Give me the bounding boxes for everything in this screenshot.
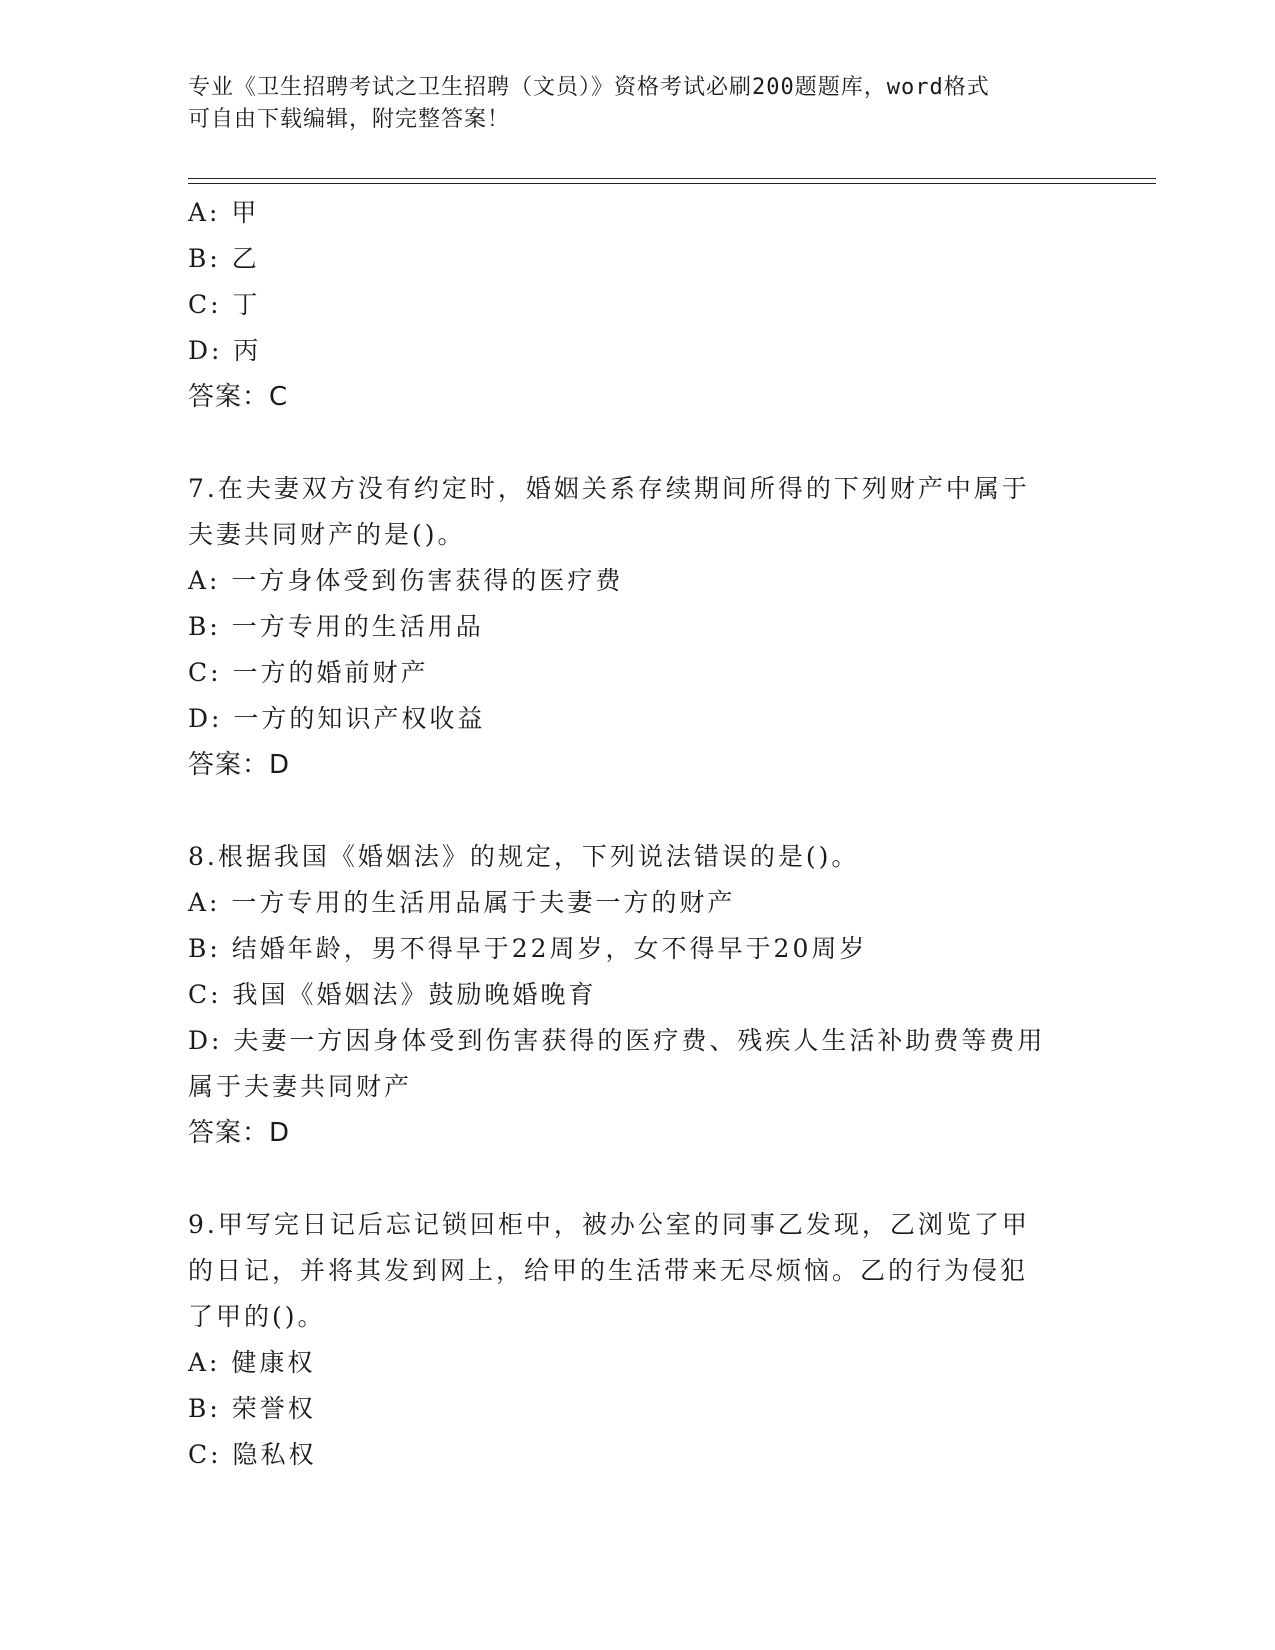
question-text-line: 9.甲写完日记后忘记锁回柜中，被办公室的同事乙发现，乙浏览了甲 <box>188 1210 1030 1239</box>
question-7 <box>188 466 1088 788</box>
option-d: D: 一方的知识产权收益 <box>188 704 486 733</box>
spacer <box>188 420 1088 466</box>
option-b: B: 一方专用的生活用品 <box>188 612 484 641</box>
question-8 <box>188 834 1088 1156</box>
document-header <box>188 72 1068 136</box>
header-line-1: 专业《卫生招聘考试之卫生招聘（文员）》资格考试必刷200题题库，word格式 <box>188 75 990 100</box>
header-line-2: 可自由下载编辑，附完整答案！ <box>188 107 511 132</box>
question-9 <box>188 1202 1088 1478</box>
question-text-line: 8.根据我国《婚姻法》的规定，下列说法错误的是()。 <box>188 842 860 871</box>
question-6-options <box>188 190 1088 420</box>
option-d: D: 夫妻一方因身体受到伤害获得的医疗费、残疾人生活补助费等费用 <box>188 1026 1046 1055</box>
answer-label: 答案：C <box>188 382 289 412</box>
option-c: C: 隐私权 <box>188 1440 317 1469</box>
option-c: C: 我国《婚姻法》鼓励晚婚晚育 <box>188 980 597 1009</box>
option-d-continuation: 属于夫妻共同财产 <box>188 1072 413 1101</box>
question-text-line: 的日记，并将其发到网上，给甲的生活带来无尽烦恼。乙的行为侵犯 <box>188 1256 1029 1285</box>
answer-label: 答案：D <box>188 750 291 780</box>
option-d: D: 丙 <box>188 336 262 365</box>
option-a: A: 健康权 <box>188 1348 316 1377</box>
spacer <box>188 788 1088 834</box>
option-b: B: 结婚年龄，男不得早于22周岁，女不得早于20周岁 <box>188 934 868 963</box>
question-list <box>188 190 1088 1478</box>
question-text-line: 7.在夫妻双方没有约定时，婚姻关系存续期间所得的下列财产中属于 <box>188 474 1030 503</box>
option-a: A: 一方身体受到伤害获得的医疗费 <box>188 566 624 595</box>
option-c: C: 丁 <box>188 290 261 319</box>
option-c: C: 一方的婚前财产 <box>188 658 429 687</box>
header-divider-bottom <box>188 183 1156 184</box>
answer-label: 答案：D <box>188 1118 291 1148</box>
question-text-line: 了甲的()。 <box>188 1302 326 1331</box>
option-a: A: 甲 <box>188 198 260 227</box>
header-divider-top <box>188 178 1156 179</box>
option-b: B: 荣誉权 <box>188 1394 316 1423</box>
option-a: A: 一方专用的生活用品属于夫妻一方的财产 <box>188 888 736 917</box>
question-text-line: 夫妻共同财产的是()。 <box>188 520 466 549</box>
spacer <box>188 1156 1088 1202</box>
option-b: B: 乙 <box>188 244 260 273</box>
